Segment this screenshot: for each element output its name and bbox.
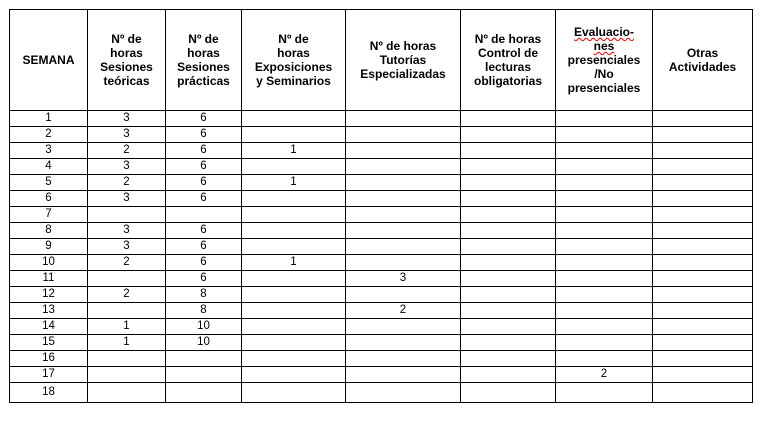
table-cell: [556, 175, 653, 191]
table-row: [10, 159, 753, 175]
table-cell: [346, 255, 461, 271]
weekly-hours-table: [9, 9, 753, 403]
table-cell: [242, 111, 346, 127]
header-otras-actividades: Otras Actividades: [653, 10, 753, 111]
table-cell: [346, 351, 461, 367]
table-cell: [461, 159, 556, 175]
table-body: [10, 111, 753, 403]
table-cell: [556, 143, 653, 159]
table-cell: [653, 223, 753, 239]
table-cell: [88, 207, 166, 223]
table-cell: [461, 111, 556, 127]
table-cell: [346, 239, 461, 255]
table-cell: [556, 319, 653, 335]
table-cell: [556, 383, 653, 403]
table-cell: 3: [88, 127, 166, 143]
header-evaluaciones: [556, 10, 653, 111]
table-cell: [242, 127, 346, 143]
table-cell: 2: [88, 175, 166, 191]
table-cell: [556, 271, 653, 287]
table-cell: 6: [166, 175, 242, 191]
table-cell: 6: [166, 143, 242, 159]
table-cell: [242, 383, 346, 403]
week-number-cell: 15: [10, 335, 88, 351]
header-tutorias-especializadas: Nº de horas Tutorías Especializadas: [346, 10, 461, 111]
table-cell: [461, 271, 556, 287]
table-cell: [653, 367, 753, 383]
table-row: [10, 127, 753, 143]
table-cell: 6: [166, 255, 242, 271]
table-cell: [242, 319, 346, 335]
table-cell: 1: [88, 335, 166, 351]
table-cell: [653, 287, 753, 303]
table-row: [10, 143, 753, 159]
table-cell: [166, 207, 242, 223]
table-cell: [556, 127, 653, 143]
header-semana: SEMANA: [10, 10, 88, 111]
table-row: [10, 383, 753, 403]
week-number-cell: 7: [10, 207, 88, 223]
table-row: [10, 351, 753, 367]
table-cell: 3: [88, 223, 166, 239]
table-cell: [166, 351, 242, 367]
table-row: [10, 335, 753, 351]
table-cell: [346, 175, 461, 191]
table-row: [10, 271, 753, 287]
week-number-cell: 18: [10, 383, 88, 403]
table-cell: [556, 287, 653, 303]
table-cell: [653, 111, 753, 127]
week-number-cell: 2: [10, 127, 88, 143]
table-cell: [653, 175, 753, 191]
table-cell: [653, 335, 753, 351]
table-cell: 10: [166, 335, 242, 351]
week-number-cell: 13: [10, 303, 88, 319]
table-cell: [166, 367, 242, 383]
table-cell: [461, 303, 556, 319]
table-row: [10, 287, 753, 303]
week-number-cell: 3: [10, 143, 88, 159]
header-exposiciones-seminarios: Nº de horas Exposiciones y Seminarios: [242, 10, 346, 111]
table-cell: [653, 255, 753, 271]
table-cell: [461, 127, 556, 143]
table-cell: [346, 111, 461, 127]
table-cell: 2: [88, 287, 166, 303]
table-cell: [88, 271, 166, 287]
table-cell: [653, 143, 753, 159]
table-cell: [653, 351, 753, 367]
table-cell: 8: [166, 303, 242, 319]
header-evaluaciones-line2: nes: [593, 39, 615, 53]
table-cell: 3: [88, 191, 166, 207]
table-cell: 6: [166, 127, 242, 143]
table-cell: [461, 175, 556, 191]
table-cell: 3: [88, 111, 166, 127]
table-cell: [461, 287, 556, 303]
table-cell: [242, 223, 346, 239]
table-cell: 6: [166, 223, 242, 239]
table-row: [10, 175, 753, 191]
table-cell: [346, 207, 461, 223]
table-row: [10, 367, 753, 383]
table-row: [10, 255, 753, 271]
table-cell: [242, 207, 346, 223]
week-number-cell: 12: [10, 287, 88, 303]
table-cell: [461, 335, 556, 351]
table-cell: [461, 383, 556, 403]
table-cell: [556, 255, 653, 271]
table-cell: [556, 239, 653, 255]
table-cell: [242, 367, 346, 383]
table-cell: [461, 351, 556, 367]
table-row: [10, 239, 753, 255]
table-cell: [346, 127, 461, 143]
table-cell: [346, 287, 461, 303]
table-cell: [653, 319, 753, 335]
table-cell: 2: [556, 367, 653, 383]
table-cell: [461, 223, 556, 239]
table-cell: [653, 127, 753, 143]
week-number-cell: 11: [10, 271, 88, 287]
table-cell: 2: [88, 143, 166, 159]
header-sesiones-teoricas: Nº de horas Sesiones teóricas: [88, 10, 166, 111]
table-cell: [556, 191, 653, 207]
table-cell: [88, 351, 166, 367]
week-number-cell: 14: [10, 319, 88, 335]
table-cell: [653, 191, 753, 207]
table-cell: 3: [346, 271, 461, 287]
table-cell: [653, 303, 753, 319]
table-row: [10, 191, 753, 207]
week-number-cell: 9: [10, 239, 88, 255]
table-cell: [346, 191, 461, 207]
header-control-lecturas: Nº de horas Control de lecturas obligatorias: [461, 10, 556, 111]
table-cell: 6: [166, 191, 242, 207]
table-cell: [242, 159, 346, 175]
table-cell: 8: [166, 287, 242, 303]
week-number-cell: 17: [10, 367, 88, 383]
week-number-cell: 10: [10, 255, 88, 271]
week-number-cell: 1: [10, 111, 88, 127]
table-cell: [346, 223, 461, 239]
table-cell: [242, 287, 346, 303]
table-row: [10, 303, 753, 319]
table-cell: 3: [88, 239, 166, 255]
table-cell: [88, 367, 166, 383]
table-cell: [242, 303, 346, 319]
table-cell: 10: [166, 319, 242, 335]
table-cell: [653, 159, 753, 175]
week-number-cell: 4: [10, 159, 88, 175]
table-cell: [556, 159, 653, 175]
table-cell: 1: [242, 255, 346, 271]
table-cell: [346, 143, 461, 159]
table-cell: [346, 319, 461, 335]
table-cell: [88, 303, 166, 319]
table-cell: [242, 191, 346, 207]
table-cell: [346, 335, 461, 351]
table-cell: [242, 351, 346, 367]
table-cell: [556, 207, 653, 223]
table-cell: [653, 239, 753, 255]
table-cell: [653, 383, 753, 403]
table-cell: [242, 239, 346, 255]
table-cell: 1: [242, 143, 346, 159]
table-cell: [653, 207, 753, 223]
table-cell: 1: [88, 319, 166, 335]
table-cell: [556, 303, 653, 319]
header-evaluaciones-line1: Evaluacio-: [573, 25, 635, 39]
header-sesiones-practicas: Nº de horas Sesiones prácticas: [166, 10, 242, 111]
table-cell: 6: [166, 271, 242, 287]
table-cell: [461, 207, 556, 223]
table-row: [10, 223, 753, 239]
table-cell: [461, 255, 556, 271]
table-cell: 6: [166, 159, 242, 175]
table-cell: [653, 271, 753, 287]
table-cell: 2: [88, 255, 166, 271]
table-cell: 6: [166, 239, 242, 255]
table-cell: [242, 335, 346, 351]
week-number-cell: 5: [10, 175, 88, 191]
table-cell: [346, 367, 461, 383]
table-cell: [88, 383, 166, 403]
table-cell: 2: [346, 303, 461, 319]
header-evaluaciones-rest: presenciales /No presenciales: [567, 53, 641, 95]
table-cell: [556, 111, 653, 127]
week-number-cell: 16: [10, 351, 88, 367]
week-number-cell: 8: [10, 223, 88, 239]
table-row: [10, 111, 753, 127]
table-cell: [346, 159, 461, 175]
week-number-cell: 6: [10, 191, 88, 207]
table-cell: [556, 335, 653, 351]
table-cell: 1: [242, 175, 346, 191]
table-cell: [556, 223, 653, 239]
table-cell: [242, 271, 346, 287]
table-cell: 6: [166, 111, 242, 127]
table-cell: [461, 239, 556, 255]
header-row: [10, 10, 753, 111]
table-cell: [461, 191, 556, 207]
table-cell: [556, 351, 653, 367]
table-cell: [166, 383, 242, 403]
table-row: [10, 319, 753, 335]
table-cell: [461, 319, 556, 335]
table-cell: [461, 367, 556, 383]
table-row: [10, 207, 753, 223]
table-cell: 3: [88, 159, 166, 175]
table-cell: [461, 143, 556, 159]
table-cell: [346, 383, 461, 403]
